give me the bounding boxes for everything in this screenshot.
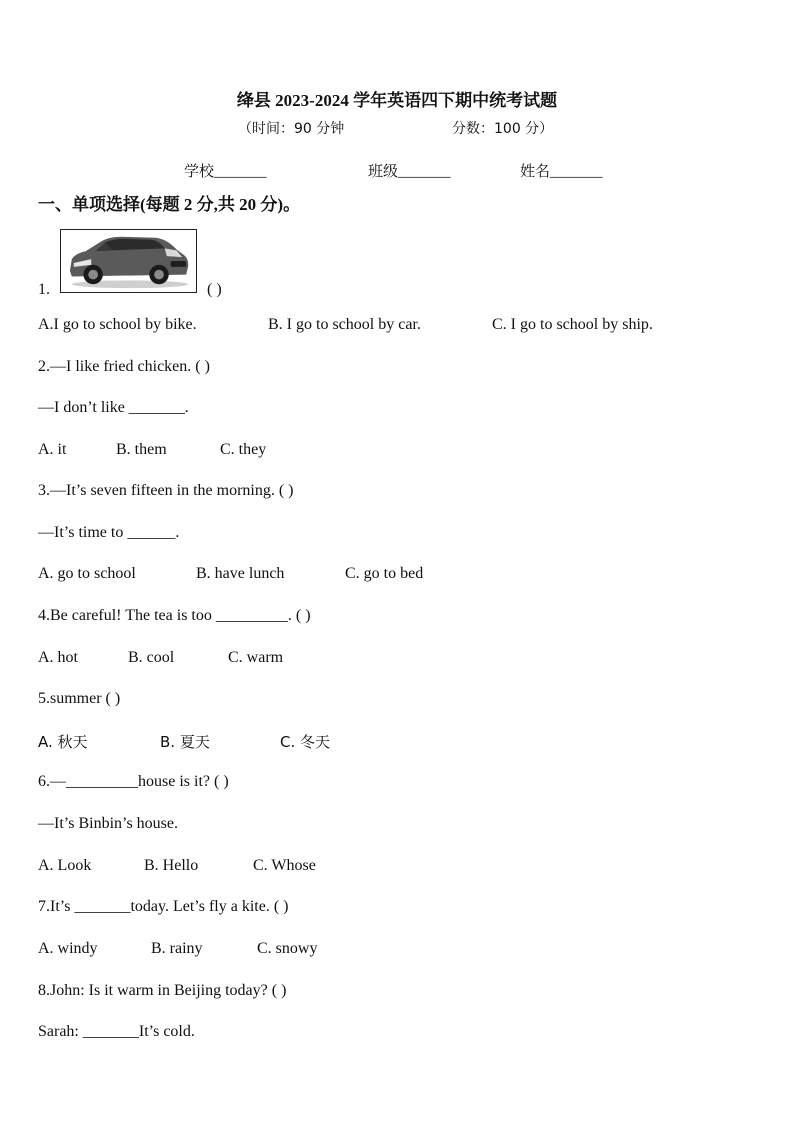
question-2-option-a: A. it <box>38 441 67 458</box>
car-icon <box>61 230 196 292</box>
exam-score: 分数：100 分） <box>452 121 554 137</box>
class-field: 班级_______ <box>368 164 451 180</box>
question-6-option-a: A. Look <box>38 857 92 874</box>
question-5-option-b: B. 夏天 <box>160 733 210 751</box>
question-2-option-b: B. them <box>116 441 167 458</box>
question-1-option-b: B. I go to school by car. <box>268 316 421 333</box>
question-4-option-c: C. warm <box>228 649 284 666</box>
exam-time: （时间：90 分钟 <box>238 121 345 137</box>
question-5-option-a: A. 秋天 <box>38 733 88 751</box>
question-6-option-b: B. Hello <box>144 857 199 874</box>
question-7-stem: 7.It’s _______today. Let’s fly a kite. ( ) <box>38 898 289 915</box>
question-2-stem: 2.—I like fried chicken. ( ) <box>38 358 210 375</box>
question-3-option-c: C. go to bed <box>345 565 424 582</box>
question-5-stem: 5.summer ( ) <box>38 690 121 707</box>
question-7-option-a: A. windy <box>38 940 98 957</box>
question-6-reply: —It’s Binbin’s house. <box>38 815 179 832</box>
question-6-stem: 6.—_________house is it? ( ) <box>38 773 229 790</box>
question-6-option-c: C. Whose <box>253 857 316 874</box>
question-2-option-c: C. they <box>220 441 267 458</box>
question-7-option-b: B. rainy <box>151 940 203 957</box>
section-heading: 一、单项选择(每题 2 分,共 20 分)。 <box>38 195 301 214</box>
question-2-reply: —I don’t like _______. <box>38 399 189 416</box>
school-field: 学校_______ <box>184 164 267 180</box>
question-8-stem: 8.John: Is it warm in Beijing today? ( ) <box>38 982 287 999</box>
page-title: 绛县 2023-2024 学年英语四下期中统考试题 <box>236 91 558 110</box>
question-4-stem: 4.Be careful! The tea is too _________. ( ) <box>38 607 311 624</box>
question-3-option-a: A. go to school <box>38 565 136 582</box>
car-image <box>60 229 197 293</box>
question-1-option-c: C. I go to school by ship. <box>492 316 653 333</box>
question-3-reply: —It’s time to ______. <box>38 524 180 541</box>
question-5-option-c: C. 冬天 <box>280 733 331 751</box>
question-4-option-a: A. hot <box>38 649 78 666</box>
name-field: 姓名_______ <box>520 164 603 180</box>
question-3-option-b: B. have lunch <box>196 565 285 582</box>
question-3-stem: 3.—It’s seven fifteen in the morning. ( ) <box>38 482 294 499</box>
question-1-paren: ( ) <box>207 281 222 298</box>
question-8-reply: Sarah: _______It’s cold. <box>38 1023 195 1040</box>
question-1-option-a: A.I go to school by bike. <box>38 316 197 333</box>
question-7-option-c: C. snowy <box>257 940 318 957</box>
question-4-option-b: B. cool <box>128 649 175 666</box>
question-1-number: 1. <box>38 281 50 298</box>
